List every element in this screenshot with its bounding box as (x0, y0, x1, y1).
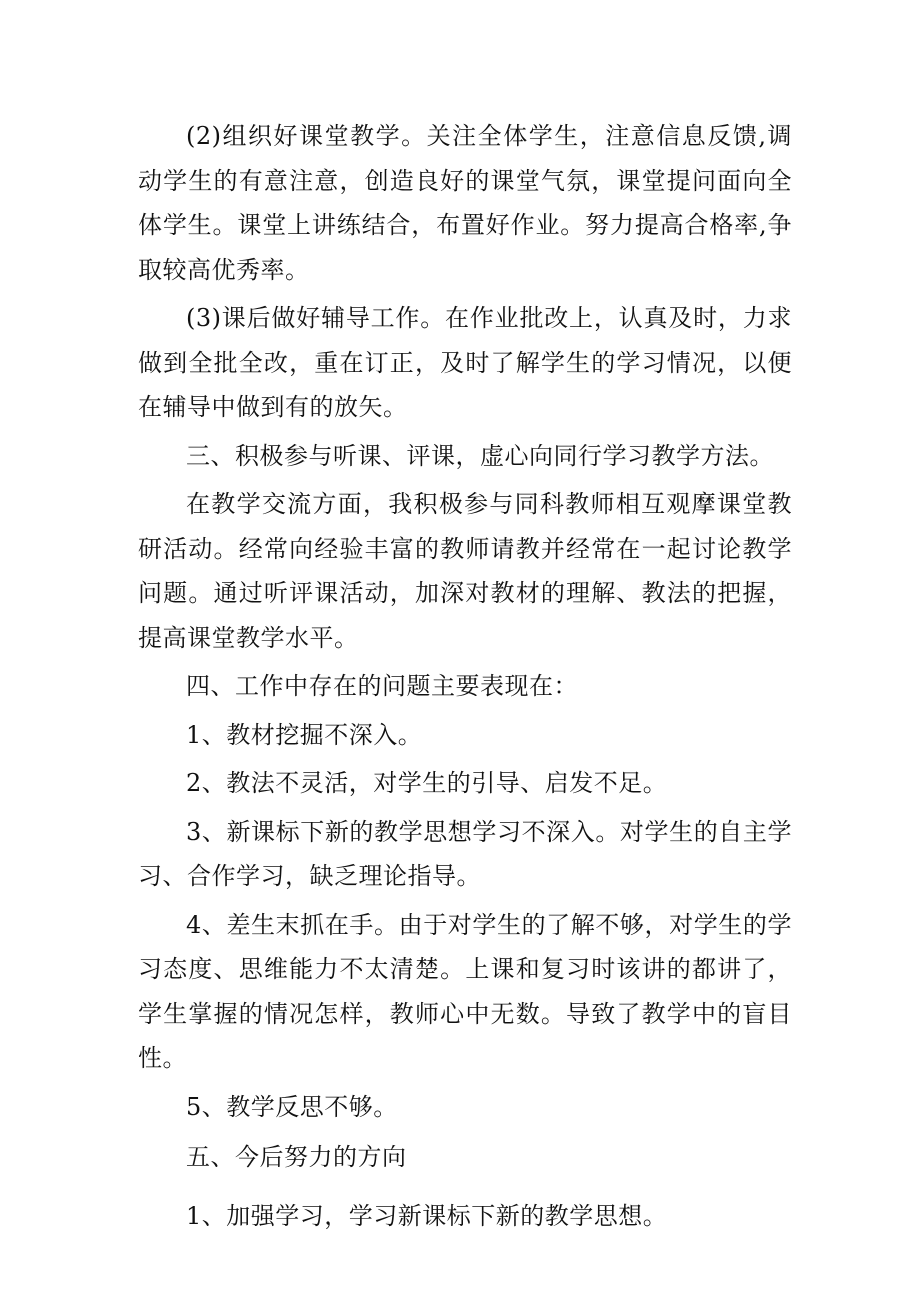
heading-section-four: 四、工作中存在的问题主要表现在： (186, 672, 578, 700)
list-item-problem-4: 4、差生末抓在手。由于对学生的了解不够，对学生的学习态度、思维能力不太清楚。上课和复习时该讲的都讲了，学生掌握的情况怎样，教师心中无数。导致了教学中的盲目性。 (138, 910, 792, 1072)
paragraph-after-class-tutoring: (3)课后做好辅导工作。在作业批改上，认真及时，力求做到全批全改，重在订正，及时了解学生的学习情况，以便在辅导中做到有的放矢。 (138, 304, 792, 421)
list-item-direction-1: 1、加强学习，学习新课标下新的教学思想。 (186, 1201, 668, 1230)
paragraph-classroom-teaching: (2)组织好课堂教学。关注全体学生，注意信息反馈,调动学生的有意注意，创造良好的课堂气氛，课堂提问面向全体学生。课堂上讲练结合，布置好作业。努力提高合格率,争取较高优秀率。 (138, 122, 792, 284)
heading-section-five: 五、今后努力的方向 (186, 1143, 407, 1171)
list-item-problem-5: 5、教学反思不够。 (186, 1092, 398, 1121)
document-page (138, 114, 792, 1238)
list-item-problem-3: 3、新课标下新的教学思想学习不深入。对学生的自主学习、合作学习，缺乏理论指导。 (138, 817, 792, 890)
list-item-problem-2: 2、教法不灵活，对学生的引导、启发不足。 (186, 769, 668, 797)
paragraph-teaching-exchange: 在教学交流方面，我积极参与同科教师相互观摩课堂教研活动。经常向经验丰富的教师请教并经常在一起讨论教学问题。通过听评课活动，加深对教材的理解、教法的把握，提高课堂教学水平。 (138, 490, 792, 652)
list-item-problem-1: 1、教材挖掘不深入。 (186, 720, 423, 749)
heading-section-three: 三、积极参与听课、评课，虚心向同行学习教学方法。 (186, 441, 774, 470)
